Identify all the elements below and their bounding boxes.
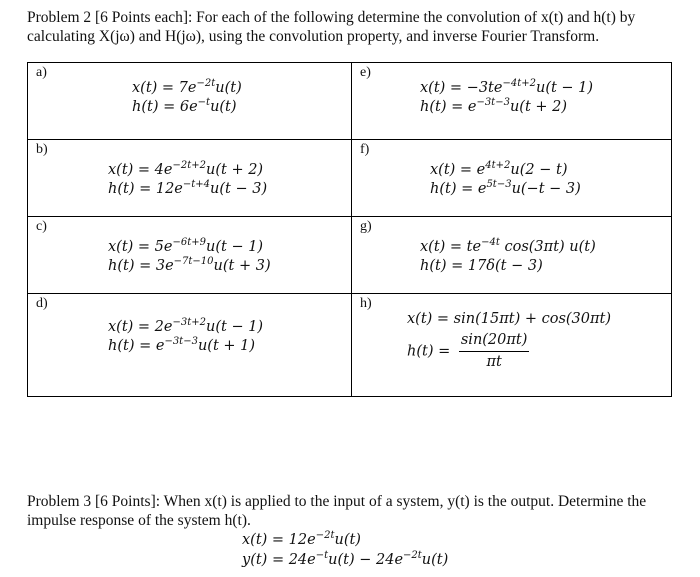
cell-h-equations [407,310,611,372]
cell-b [28,140,352,217]
cell-d-label: d) [36,296,48,311]
convolution-table [27,62,672,397]
cell-c-equations [108,238,271,276]
cell-g-equations [420,238,596,276]
cell-d-equations [108,318,263,356]
cell-c-label: c) [36,219,47,234]
cell-d [28,294,352,397]
cell-h-fraction [459,331,530,372]
cell-b-equations [108,161,267,199]
cell-h-label: h) [360,296,372,311]
cell-g [352,217,672,294]
cell-b-h: $h(t) = 12e^{-t+4}u(t - 3)$ [108,179,268,197]
cell-e-x: $x(t) = -3te^{-4t+2}u(t - 1)$ [420,78,594,96]
problem-2-heading: Problem 2 [6 Points each]: For each of the following determine the convolution of x(t) and h(t) by calculating X(jω) and H(jω), using the convolution property, and inverse Fourier Transform. [27,9,636,45]
problem-3-y: $y(t) = 24e^{-t}u(t) - 24e^{-2t}u(t)$ [242,550,449,568]
cell-e [352,63,672,140]
cell-h-h: h(t) = $\frac{\sin(20\pi t)}{\pi t}$ [407,332,528,370]
problem-3-x: $x(t) = 12e^{-2t}u(t)$ [242,530,361,548]
cell-h [352,294,672,397]
cell-f [352,140,672,217]
cell-b-x: $x(t) = 4e^{-2t+2}u(t + 2)$ [108,160,264,178]
cell-f-x: $x(t) = e^{4t+2}u(2 - t)$ [430,160,568,178]
problem-3-equations [242,530,448,570]
cell-a-label: a) [36,65,47,80]
cell-d-h: $h(t) = e^{-3t-3}u(t + 1)$ [108,336,256,354]
cell-c [28,217,352,294]
fraction-denominator: πt [486,354,502,370]
cell-a-x: $x(t) = 7e^{-2t}u(t)$ [132,78,242,96]
cell-a-equations [132,79,242,117]
cell-a [28,63,352,140]
problem-3-heading: Problem 3 [6 Points]: When x(t) is applied to the input of a system, y(t) is the output. Determine the impulse response of the system h(t). [27,493,647,529]
cell-f-label: f) [360,142,370,157]
cell-e-label: e) [360,65,371,80]
cell-c-x: $x(t) = 5e^{-6t+9}u(t - 1)$ [108,237,264,255]
cell-h-x: x(t) = sin(15πt) + cos(30πt) [407,311,612,327]
cell-a-h: $h(t) = 6e^{-t}u(t)$ [132,97,237,115]
cell-f-h: $h(t) = e^{5t-3}u(-t - 3)$ [430,179,581,197]
cell-g-x: $x(t) = te^{-4t}$ cos(3πt) u(t) [420,237,596,255]
cell-f-equations [430,161,581,199]
cell-g-label: g) [360,219,372,234]
cell-e-h: $h(t) = e^{-3t-3}u(t + 2)$ [420,97,568,115]
cell-d-x: $x(t) = 2e^{-3t+2}u(t - 1)$ [108,317,264,335]
cell-g-h: h(t) = 17δ(t − 3) [420,258,543,274]
cell-e-equations [420,79,593,117]
cell-b-label: b) [36,142,48,157]
cell-c-h: $h(t) = 3e^{-7t-10}u(t + 3)$ [108,256,271,274]
fraction-numerator: sin(20πt) [459,331,530,352]
